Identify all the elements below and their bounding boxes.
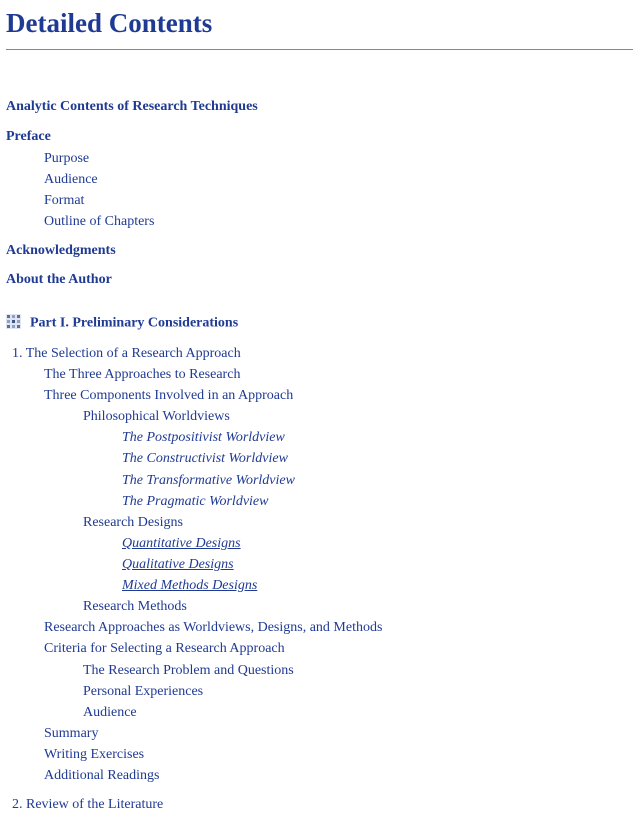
toc-about-author[interactable]: About the Author — [6, 272, 112, 287]
toc-preface-outline[interactable]: Outline of Chapters — [44, 214, 155, 229]
book-grid-icon — [6, 314, 21, 329]
toc-ch1-three-components[interactable]: Three Components Involved in an Approach — [44, 388, 294, 403]
toc-ch1-additional-readings[interactable]: Additional Readings — [44, 768, 160, 783]
toc-ch1-personal-experiences[interactable]: Personal Experiences — [83, 684, 204, 699]
toc-part-1[interactable] — [6, 314, 238, 332]
toc-preface-purpose[interactable]: Purpose — [44, 151, 90, 166]
toc-ch1-approaches-as-worldviews[interactable]: Research Approaches as Worldviews, Designs, and Methods — [44, 620, 383, 635]
toc-ch1-three-approaches[interactable]: The Three Approaches to Research — [44, 367, 241, 382]
toc-ch1-philosophical-worldviews[interactable]: Philosophical Worldviews — [83, 409, 230, 424]
toc-ch1-audience[interactable]: Audience — [83, 705, 137, 720]
toc-ch1-problem-questions[interactable]: The Research Problem and Questions — [83, 663, 294, 678]
toc-ch1-constructivist[interactable]: The Constructivist Worldview — [122, 451, 288, 466]
toc-ch1-research-methods[interactable]: Research Methods — [83, 599, 187, 614]
toc-analytic-contents[interactable]: Analytic Contents of Research Techniques — [6, 99, 258, 114]
toc-chapter-1[interactable]: 1. The Selection of a Research Approach — [12, 346, 241, 361]
toc-acknowledgments[interactable]: Acknowledgments — [6, 243, 116, 258]
toc-preface-audience[interactable]: Audience — [44, 172, 98, 187]
toc-part-1-label: Part I. Preliminary Considerations — [30, 315, 239, 331]
toc-ch1-transformative[interactable]: The Transformative Worldview — [122, 473, 295, 488]
toc-preface-format[interactable]: Format — [44, 193, 85, 208]
page-title: Detailed Contents — [6, 8, 213, 38]
toc-ch1-criteria[interactable]: Criteria for Selecting a Research Approach — [44, 641, 285, 656]
toc-ch1-qualitative[interactable]: Qualitative Designs — [122, 557, 234, 572]
toc-ch1-summary[interactable]: Summary — [44, 726, 99, 741]
toc-ch1-writing-exercises[interactable]: Writing Exercises — [44, 747, 145, 762]
toc-ch1-pragmatic[interactable]: The Pragmatic Worldview — [122, 494, 269, 509]
toc-ch1-postpositivist[interactable]: The Postpositivist Worldview — [122, 430, 285, 445]
toc-chapter-2[interactable]: 2. Review of the Literature — [12, 797, 164, 812]
toc-preface[interactable]: Preface — [6, 129, 51, 144]
title-divider — [6, 49, 633, 50]
toc-ch1-mixed-methods[interactable]: Mixed Methods Designs — [122, 578, 258, 593]
toc-ch1-quantitative[interactable]: Quantitative Designs — [122, 536, 241, 551]
toc-ch1-research-designs[interactable]: Research Designs — [83, 515, 183, 530]
